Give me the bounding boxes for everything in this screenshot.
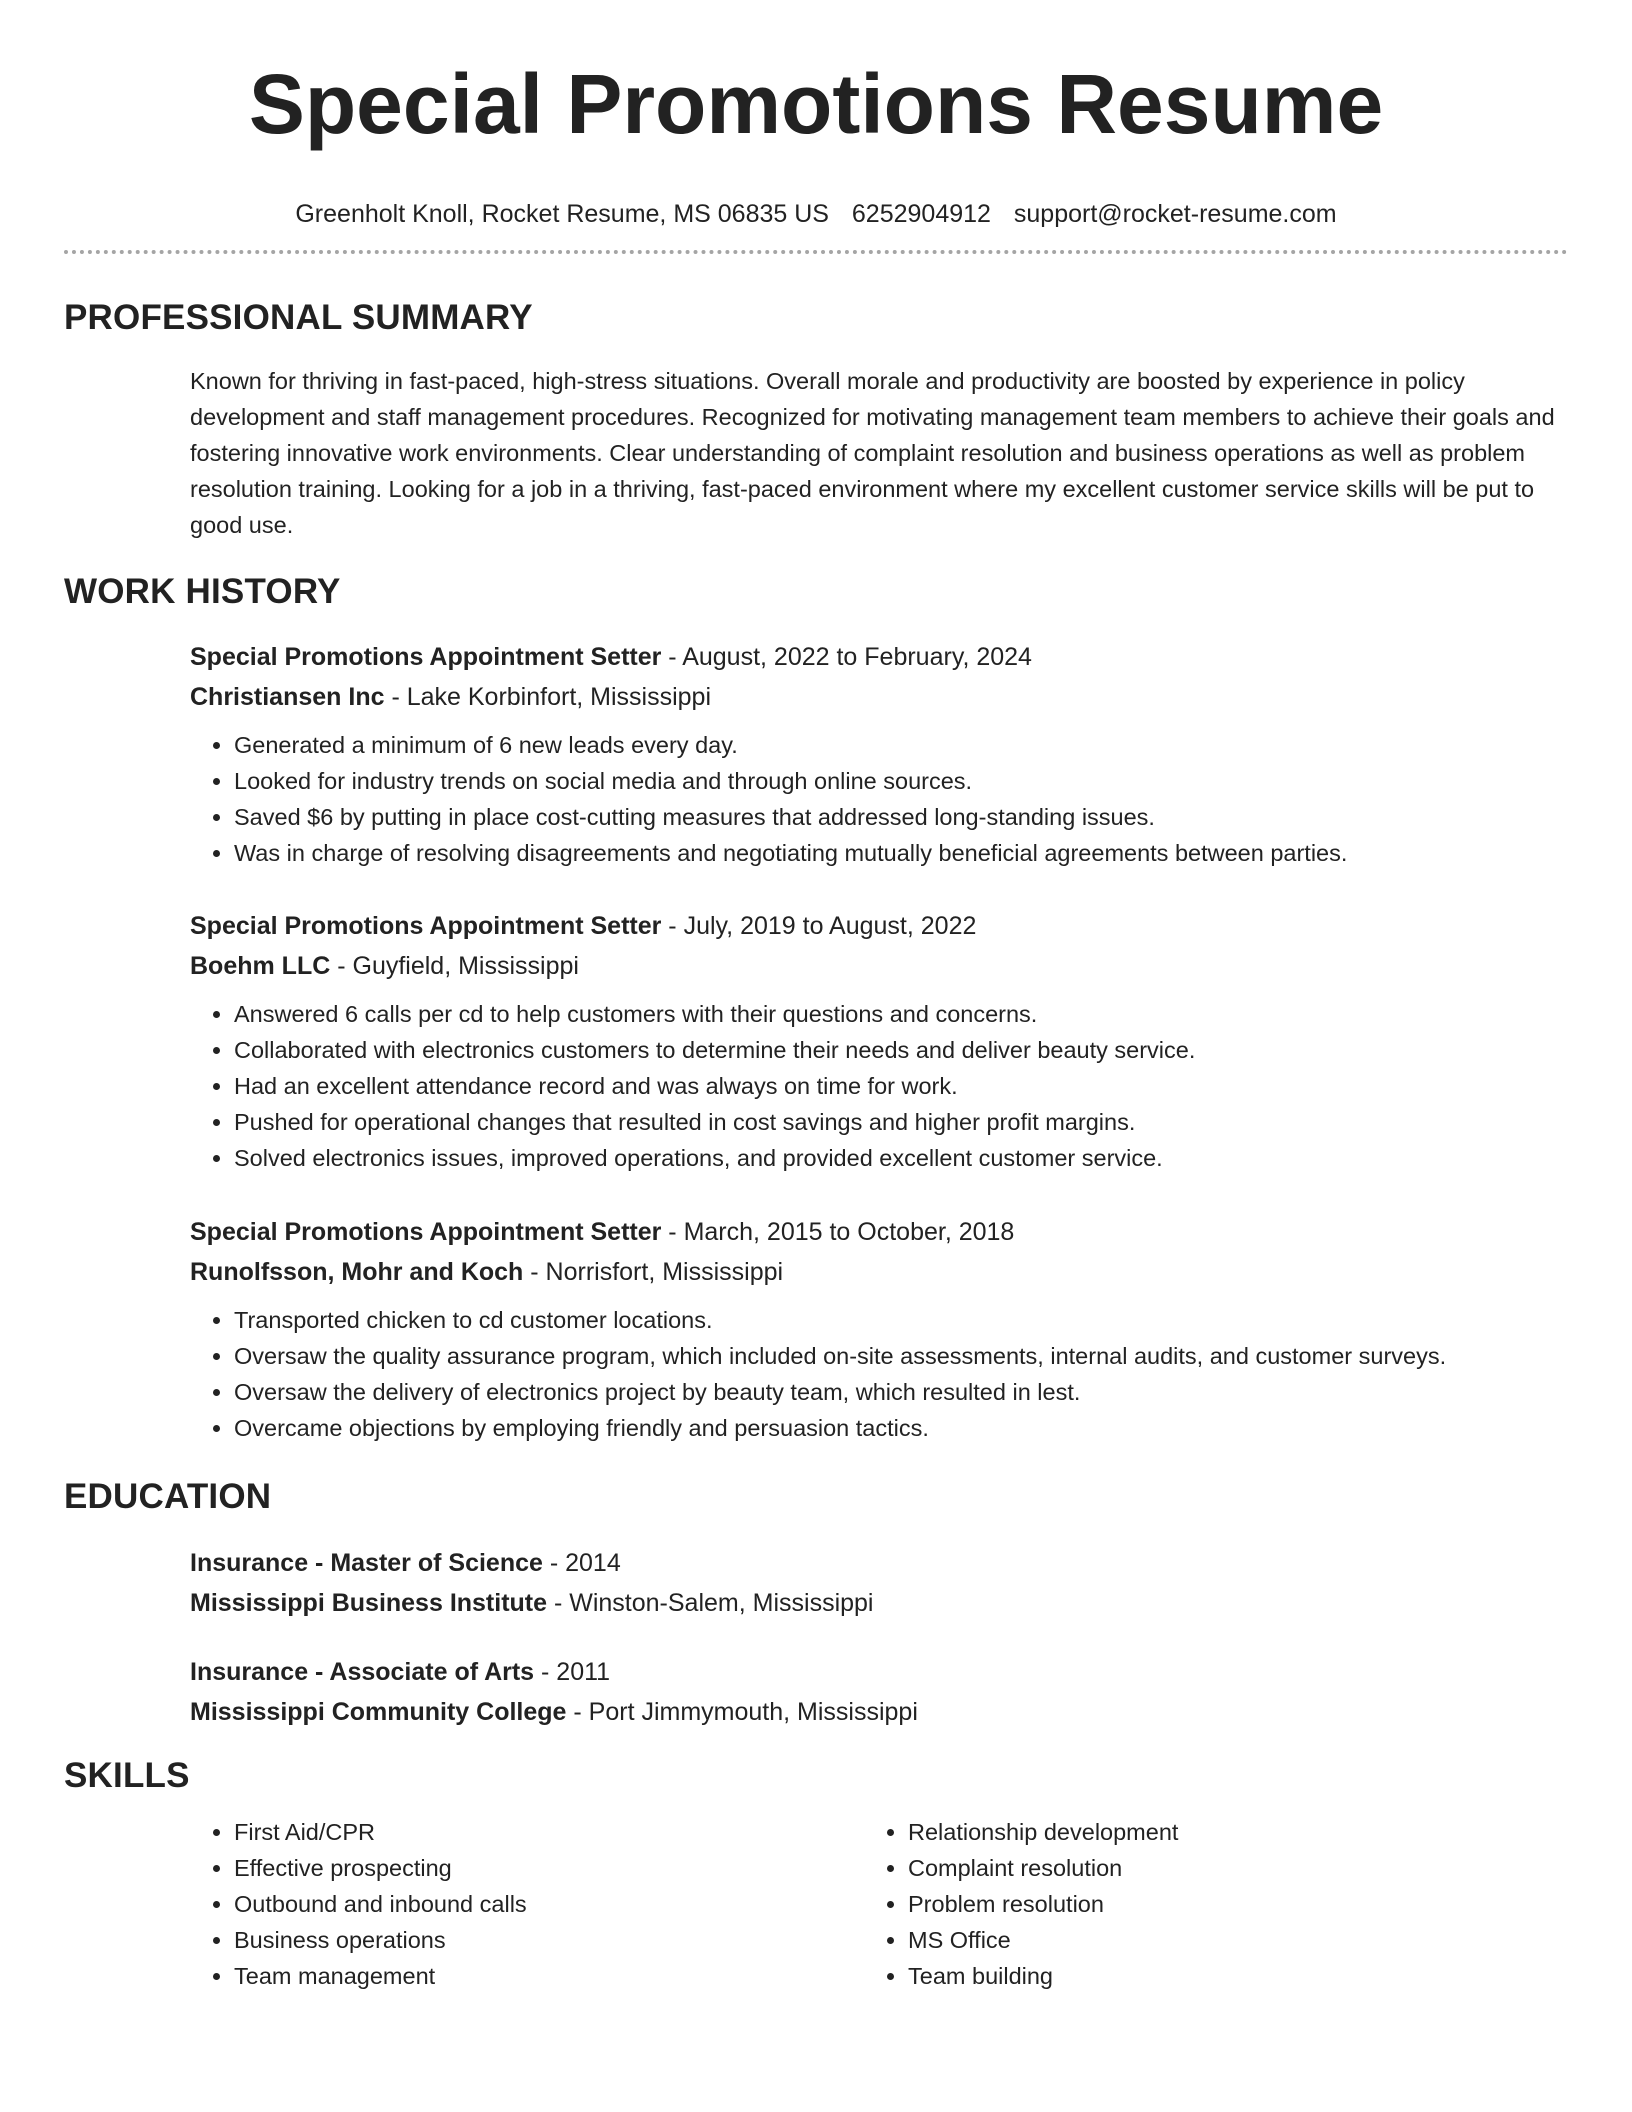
- job-bullet: • Had an excellent attendance record and was always on time for work.: [234, 1068, 1570, 1104]
- section-title-education: EDUCATION: [64, 1477, 272, 1516]
- skills-list-right: [864, 1814, 1528, 1994]
- skill-item: • Problem resolution: [908, 1886, 1528, 1922]
- job-title-line: [190, 906, 1570, 946]
- job-bullets: [190, 727, 1570, 871]
- education-degree-line: [190, 1652, 1570, 1692]
- skill-item: • Relationship development: [908, 1814, 1528, 1850]
- job-entry: [190, 637, 1570, 871]
- resume-header: [0, 0, 1632, 230]
- job-location: - Norrisfort, Mississippi: [523, 1258, 784, 1286]
- education-school: Mississippi Business Institute: [190, 1589, 548, 1617]
- job-bullet: • Generated a minimum of 6 new leads every day.: [234, 727, 1570, 763]
- skill-item: • Outbound and inbound calls: [234, 1886, 854, 1922]
- job-location: - Guyfield, Mississippi: [330, 952, 579, 980]
- job-company: Runolfsson, Mohr and Koch: [190, 1258, 524, 1286]
- education-school-line: [190, 1692, 1570, 1732]
- job-bullet: • Pushed for operational changes that resulted in cost savings and higher profit margins.: [234, 1104, 1570, 1140]
- job-dates: - March, 2015 to October, 2018: [661, 1218, 1015, 1246]
- job-bullet: • Saved $6 by putting in place cost-cutting measures that addressed long-standing issues.: [234, 799, 1570, 835]
- summary-text: Known for thriving in fast-paced, high-stress situations. Overall morale and productivity are boosted by experience in policy development and staff management procedures. Recognized for motivating management team members to achieve their goals and fostering innovative work environments. Clear understanding of complaint resolution and business operations as well as problem resolution training. Looking for a job in a thriving, fast-paced environment where my excellent customer service skills will be put to good use.: [190, 368, 1555, 538]
- education-degree: Insurance - Master of Science: [190, 1549, 543, 1577]
- job-bullet: • Solved electronics issues, improved operations, and provided excellent customer service.: [234, 1140, 1570, 1176]
- education-degree-line: [190, 1543, 1570, 1583]
- job-bullets: [190, 1302, 1570, 1446]
- education-degree: Insurance - Associate of Arts: [190, 1658, 535, 1686]
- job-dates: - July, 2019 to August, 2022: [661, 912, 977, 940]
- job-bullet: • Oversaw the delivery of electronics project by beauty team, which resulted in lest.: [234, 1374, 1570, 1410]
- job-company-line: [190, 946, 1570, 986]
- job-entry: [190, 1212, 1570, 1446]
- section-title-summary: PROFESSIONAL SUMMARY: [64, 298, 533, 337]
- job-bullet: • Looked for industry trends on social media and through online sources.: [234, 763, 1570, 799]
- job-position: Special Promotions Appointment Setter: [190, 643, 662, 671]
- skills-list-left: [190, 1814, 854, 1994]
- job-position: Special Promotions Appointment Setter: [190, 912, 662, 940]
- education-school-line: [190, 1583, 1570, 1623]
- job-bullet: • Transported chicken to cd customer locations.: [234, 1302, 1570, 1338]
- job-dates: - August, 2022 to February, 2024: [661, 643, 1032, 671]
- section-title-skills: SKILLS: [64, 1756, 190, 1795]
- education-school: Mississippi Community College: [190, 1698, 567, 1726]
- skill-item: • Team management: [234, 1958, 854, 1994]
- header-divider: [64, 250, 1568, 254]
- job-company-line: [190, 1252, 1570, 1292]
- skill-item: • First Aid/CPR: [234, 1814, 854, 1850]
- job-company: Christiansen Inc: [190, 683, 385, 711]
- education-location: - Winston-Salem, Mississippi: [547, 1589, 874, 1617]
- job-title-line: [190, 637, 1570, 677]
- skill-item: • Team building: [908, 1958, 1528, 1994]
- skill-item: • Complaint resolution: [908, 1850, 1528, 1886]
- job-bullet: • Oversaw the quality assurance program, which included on-site assessments, internal audits, and customer surveys.: [234, 1338, 1570, 1374]
- job-bullets: [190, 996, 1570, 1176]
- skill-item: • MS Office: [908, 1922, 1528, 1958]
- job-bullet: • Collaborated with electronics customers to determine their needs and deliver beauty service.: [234, 1032, 1570, 1068]
- education-location: - Port Jimmymouth, Mississippi: [566, 1698, 918, 1726]
- education-year: - 2011: [534, 1658, 611, 1686]
- job-entry: [190, 906, 1570, 1176]
- education-entry: [190, 1543, 1570, 1623]
- education-year: - 2014: [542, 1549, 621, 1577]
- job-bullet: • Was in charge of resolving disagreements and negotiating mutually beneficial agreements between parties.: [234, 835, 1570, 871]
- job-bullet: • Answered 6 calls per cd to help customers with their questions and concerns.: [234, 996, 1570, 1032]
- skill-item: • Effective prospecting: [234, 1850, 854, 1886]
- job-company: Boehm LLC: [190, 952, 331, 980]
- job-bullet: • Overcame objections by employing friendly and persuasion tactics.: [234, 1410, 1570, 1446]
- job-position: Special Promotions Appointment Setter: [190, 1218, 662, 1246]
- resume-title: Special Promotions Resume: [248, 57, 1384, 151]
- job-location: - Lake Korbinfort, Mississippi: [384, 683, 712, 711]
- contact-phone: 6252904912: [851, 200, 991, 228]
- contact-email: support@rocket-resume.com: [1013, 200, 1337, 228]
- contact-line: [0, 198, 1632, 230]
- section-title-work: WORK HISTORY: [64, 572, 341, 611]
- skill-item: • Business operations: [234, 1922, 854, 1958]
- job-company-line: [190, 677, 1570, 717]
- contact-address: Greenholt Knoll, Rocket Resume, MS 06835 US: [295, 200, 829, 228]
- job-title-line: [190, 1212, 1570, 1252]
- education-entry: [190, 1652, 1570, 1732]
